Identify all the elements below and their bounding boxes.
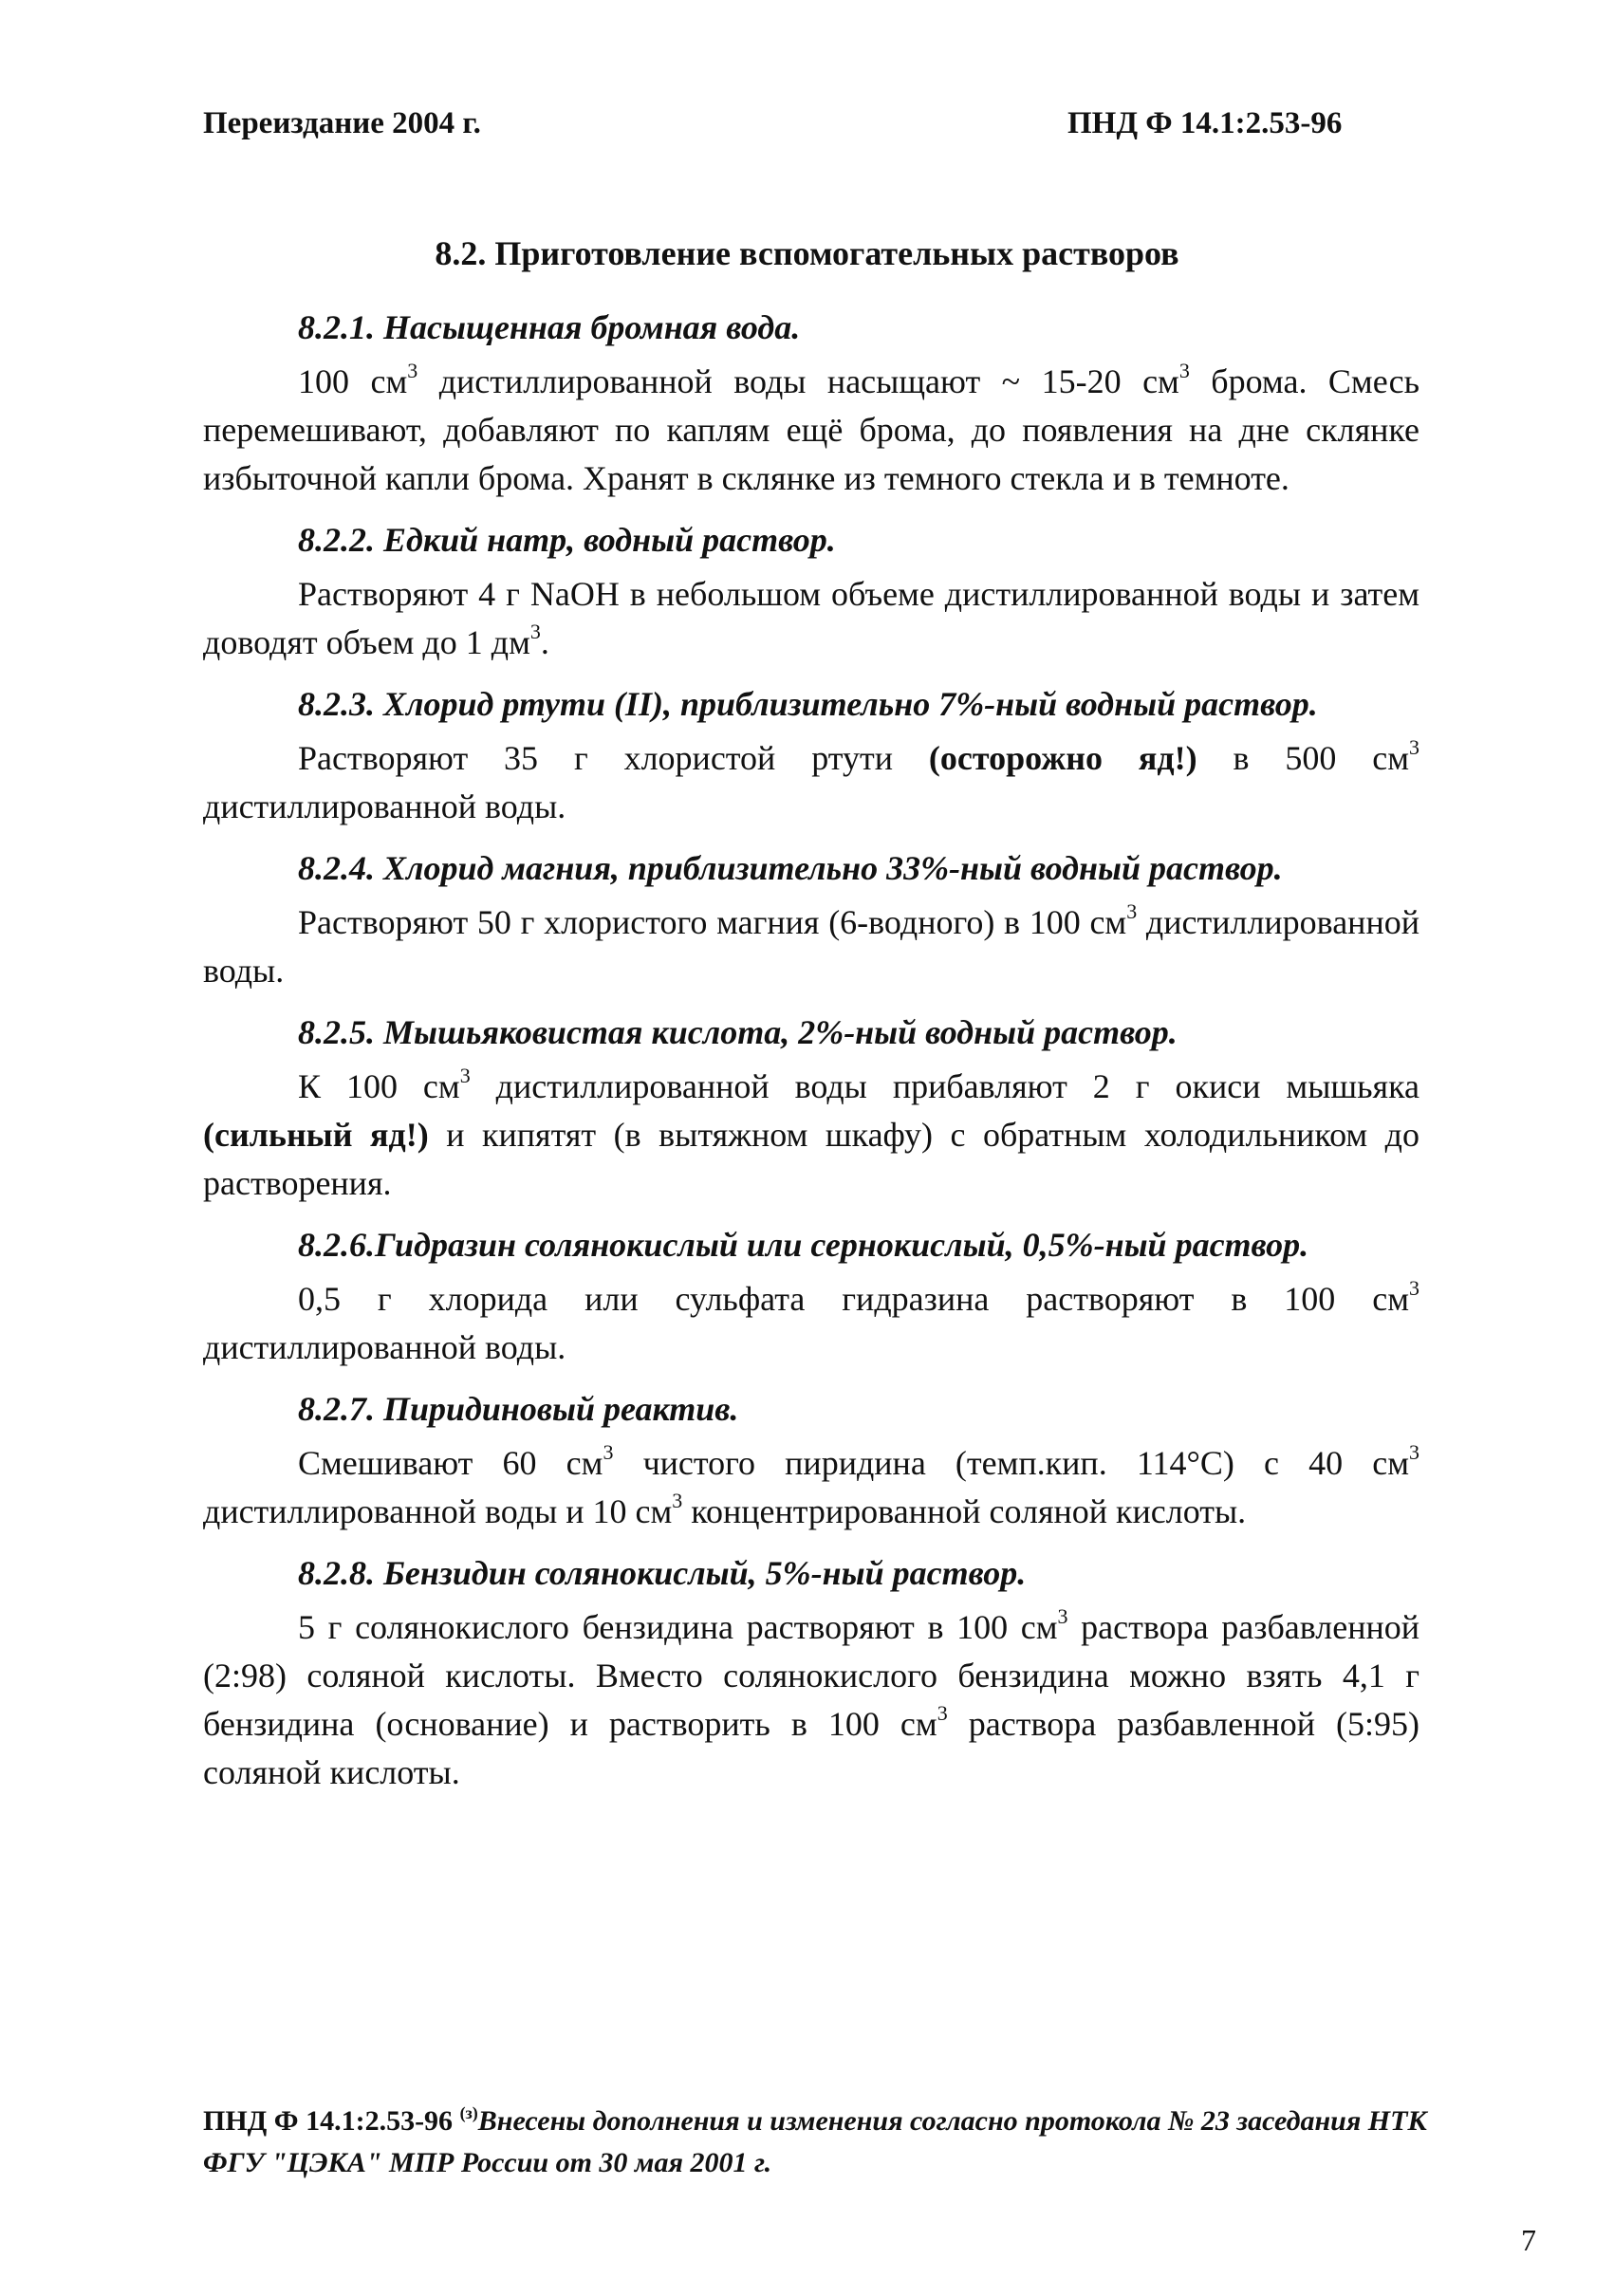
superscript: 3	[1409, 735, 1420, 759]
superscript: 3	[459, 1064, 471, 1087]
text-run: Смешивают 60 см	[298, 1444, 603, 1482]
footnote-document-code: ПНД Ф 14.1:2.53-96	[203, 2105, 460, 2137]
subsection-heading: 8.2.3. Хлорид ртути (II), приблизительно 7%-ный водный раствор.	[298, 685, 1318, 723]
subsection-8-2-8	[203, 1549, 1419, 1797]
subsection-8-2-2	[203, 516, 1419, 667]
header-edition: Переиздание 2004 г.	[203, 106, 481, 140]
subsection-8-2-1	[203, 304, 1419, 503]
text-run: Растворяют 4 г NaOH в небольшом объеме дистиллированной воды и затем доводят объем до 1 дм	[203, 575, 1419, 661]
text-run: дистиллированной воды насыщают ~ 15-20 см	[417, 362, 1179, 400]
subsection-8-2-4	[203, 844, 1419, 995]
subsection-heading: 8.2.8. Бензидин солянокислый, 5%-ный раствор.	[298, 1554, 1027, 1592]
subsection-heading: 8.2.2. Едкий натр, водный раствор.	[298, 521, 836, 559]
text-run: дистиллированной воды прибавляют 2 г окиси мышьяка	[470, 1067, 1419, 1105]
document-body	[203, 304, 1419, 1810]
revision-mark: (з)	[459, 2103, 478, 2122]
text-run: раствора разбавленной (2:98) соляной кислоты. Вместо солянокислого бензидина можно взять 4,1 г бензидина (основание) и растворить в 100 см	[203, 1608, 1419, 1743]
superscript: 3	[1178, 359, 1190, 382]
subsection-heading: 8.2.5. Мышьяковистая кислота, 2%-ный водный раствор.	[298, 1013, 1178, 1051]
text-run: в 500 см	[1197, 739, 1410, 777]
paragraph	[203, 898, 1419, 995]
text-run: концентрированной соляной кислоты.	[682, 1492, 1247, 1530]
text-run: дистиллированной воды.	[203, 787, 566, 825]
paragraph	[203, 1439, 1419, 1536]
subsection-heading: 8.2.6.Гидразин солянокислый или сернокислый, 0,5%-ный раствор.	[298, 1226, 1309, 1264]
superscript: 3	[1057, 1604, 1068, 1628]
superscript: 3	[603, 1440, 614, 1464]
revision-footnote	[203, 2101, 1437, 2184]
paragraph	[203, 570, 1419, 667]
text-run: 0,5 г хлорида или сульфата гидразина растворяют в 100 см	[298, 1280, 1409, 1318]
subsection-8-2-6	[203, 1221, 1419, 1372]
text-run: .	[540, 623, 549, 661]
superscript: 3	[1126, 899, 1138, 923]
text-run: чистого пиридина (темп.кип. 114°С) с 40 см	[613, 1444, 1410, 1482]
subsection-8-2-3	[203, 680, 1419, 831]
subsection-heading: 8.2.4. Хлорид магния, приблизительно 33%-ный водный раствор.	[298, 849, 1283, 887]
section-title: 8.2. Приготовление вспомогательных растворов	[435, 234, 1179, 272]
paragraph	[203, 1275, 1419, 1372]
superscript: 3	[407, 359, 418, 382]
text-run: К 100 см	[298, 1067, 460, 1105]
text-run: раствора разбавленной (5:95) соляной кислоты.	[203, 1705, 1419, 1791]
page-number: 7	[1521, 2223, 1536, 2257]
subsection-heading: 8.2.7. Пиридиновый реактив.	[298, 1390, 739, 1428]
superscript: 3	[1409, 1440, 1420, 1464]
text-run: Растворяют 35 г хлористой ртути	[298, 739, 929, 777]
subsection-8-2-7	[203, 1385, 1419, 1536]
text-run: 5 г солянокислого бензидина растворяют в 100 см	[298, 1608, 1058, 1646]
poison-warning: (сильный яд!)	[203, 1116, 429, 1154]
text-run: дистиллированной воды.	[203, 903, 1419, 990]
subsection-heading: 8.2.1. Насыщенная бромная вода.	[298, 308, 801, 346]
paragraph	[203, 1063, 1419, 1208]
superscript: 3	[1409, 1276, 1419, 1300]
text-run: дистиллированной воды и 10 см	[203, 1492, 673, 1530]
text-run: дистиллированной воды.	[203, 1328, 566, 1366]
paragraph	[203, 358, 1419, 503]
footnote-text: Внесены дополнения и изменения согласно протокола № 23 заседания НТК ФГУ "ЦЭКА" МПР России от 30 мая 2001 г.	[203, 2105, 1427, 2178]
paragraph	[203, 1603, 1419, 1797]
header-document-code: ПНД Ф 14.1:2.53-96	[1067, 106, 1343, 140]
poison-warning: (осторожно яд!)	[928, 739, 1197, 777]
text-run: Растворяют 50 г хлористого магния (6-водного) в 100 см	[298, 903, 1127, 941]
superscript: 3	[529, 620, 541, 643]
text-run: брома. Смесь перемешивают, добавляют по каплям ещё брома, до появления на дне склянке избыточной капли брома. Хранят в склянке из темного стекла и в темноте.	[203, 362, 1419, 497]
text-run: 100 см	[298, 362, 408, 400]
superscript: 3	[672, 1489, 683, 1512]
paragraph	[203, 734, 1419, 831]
superscript: 3	[937, 1701, 948, 1725]
subsection-8-2-5	[203, 1009, 1419, 1208]
text-run: и кипятят (в вытяжном шкафу) с обратным холодильником до растворения.	[203, 1116, 1419, 1202]
